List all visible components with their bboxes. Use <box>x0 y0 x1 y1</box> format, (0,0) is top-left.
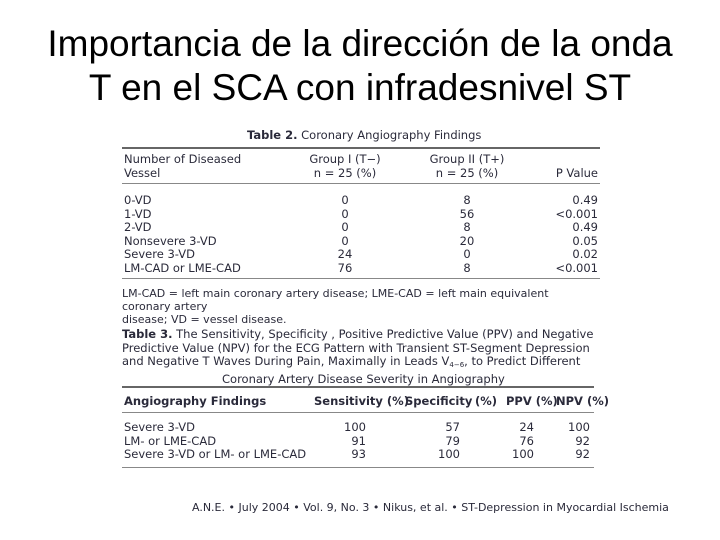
table3-cell-specificity: 57 <box>445 420 460 434</box>
table2-cell-vessel: 1-VD <box>124 206 152 221</box>
table3-top-rule <box>122 386 594 388</box>
table3-header-sensitivity: Sensitivity (%) <box>314 394 409 408</box>
table2-header-group1-2: n = 25 (%) <box>313 166 377 180</box>
table3-cell-sensitivity: 93 <box>351 447 366 461</box>
table3-caption <box>122 328 600 386</box>
journal-citation: A.N.E. • July 2004 • Vol. 9, No. 3 • Nikus, et al. • ST-Depression in Myocardial Ischemia <box>192 501 669 514</box>
table3-bottom-rule <box>122 467 594 468</box>
table2-cell-pvalue: <0.001 <box>555 260 598 275</box>
table3-header-finding: Angiography Findings <box>124 394 267 408</box>
table2-cell-group2: 56 <box>459 206 475 221</box>
table2-cell-group2: 0 <box>463 247 471 261</box>
table2-footnote-line-2: disease; VD = vessel disease. <box>122 313 287 326</box>
table3-header-specificity-unit: (%) <box>475 394 498 408</box>
table3-caption-line-2: Predictive Value (NPV) for the ECG Pattern with Transient ST-Segment Depression <box>122 340 590 355</box>
table3-caption-line-3a: and Negative T Waves During Pain, Maximally in Leads V <box>122 354 450 368</box>
table2-cell-group1: 0 <box>341 193 349 207</box>
table2-cell-vessel: LM-CAD or LME-CAD <box>124 260 241 275</box>
table3-header-ppv: PPV (%) <box>506 394 558 408</box>
table3-cell-specificity: 79 <box>445 433 460 448</box>
slide-title-line-1: Importancia de la dirección de la onda <box>47 23 673 64</box>
table2-bottom-rule <box>122 278 600 279</box>
table3-caption-line-1: The Sensitivity, Specificity , Positive Predictive Value (PPV) and Negative <box>176 327 594 341</box>
table2-cell-group2: 8 <box>463 260 471 275</box>
table2-cell-pvalue: 0.02 <box>572 247 598 261</box>
table3-caption-line-3b: , to Predict Different <box>464 354 581 368</box>
table3-cell-npv: 100 <box>568 420 590 434</box>
table3-cell-finding: Severe 3-VD or LM- or LME-CAD <box>124 447 307 461</box>
table2-footnote-line-1: LM-CAD = left main coronary artery disease; LME-CAD = left main equivalent coronary artery <box>122 287 549 313</box>
table3-cell-npv: 92 <box>575 433 590 448</box>
table3-cell-finding: Severe 3-VD <box>124 420 195 434</box>
table2-cell-pvalue: 0.49 <box>572 220 598 234</box>
table2-cell-group1: 0 <box>341 233 349 248</box>
table3-header-specificity: Specificity <box>405 394 473 408</box>
table3-cell-ppv: 100 <box>512 447 534 461</box>
table2-header-group1-1: Group I (T−) <box>309 152 381 166</box>
table3-cell-sensitivity: 91 <box>351 433 366 448</box>
table3-cell-finding: LM- or LME-CAD <box>124 433 217 448</box>
table3-caption-subscript: 4−6 <box>449 361 465 369</box>
table3-header-rule <box>122 412 594 413</box>
table3-cell-specificity: 100 <box>438 447 460 461</box>
table3-cell-ppv: 76 <box>519 433 534 448</box>
table2-header-vessel-1: Number of Diseased <box>124 152 242 166</box>
table2-header-group2-1: Group II (T+) <box>429 152 505 166</box>
table2-cell-group1: 76 <box>337 260 353 275</box>
table2-cell-group1: 0 <box>341 220 349 234</box>
table3-cell-sensitivity: 100 <box>344 420 366 434</box>
table2-cell-group1: 0 <box>341 206 349 221</box>
table2-cell-pvalue: <0.001 <box>555 206 598 221</box>
table3-cell-ppv: 24 <box>519 420 534 434</box>
table2-caption-text: Coronary Angiography Findings <box>301 128 482 142</box>
table2-cell-group2: 8 <box>463 193 471 207</box>
table2-cell-pvalue: 0.05 <box>572 233 598 248</box>
table2-caption <box>247 128 481 142</box>
table3-caption-line-4: Coronary Artery Disease Severity in Angiography <box>222 371 505 386</box>
table2-top-rule <box>122 147 600 149</box>
slide-title-line-2: T en el SCA con infradesnivel ST <box>88 67 632 108</box>
table2-cell-vessel: 2-VD <box>124 220 152 234</box>
table2-cell-vessel: Severe 3-VD <box>124 247 195 261</box>
table2-cell-pvalue: 0.49 <box>572 193 598 207</box>
table3-header-npv: NPV (%) <box>556 394 609 408</box>
table2-header-vessel-2: Vessel <box>124 166 161 180</box>
table2-cell-vessel: 0-VD <box>124 193 152 207</box>
table2-label: Table 2. <box>247 128 298 142</box>
table3-cell-npv: 92 <box>575 447 590 461</box>
table3-label: Table 3. <box>122 327 173 341</box>
table2-cell-group2: 8 <box>463 220 471 234</box>
table2-header-pvalue: P Value <box>555 166 598 180</box>
table2-cell-group2: 20 <box>459 233 475 248</box>
table2-header-group2-2: n = 25 (%) <box>435 166 499 180</box>
table2-footnote <box>122 287 600 326</box>
table2-cell-vessel: Nonsevere 3-VD <box>124 233 217 248</box>
slide-title <box>0 22 720 110</box>
table2-cell-group1: 24 <box>337 247 353 261</box>
table2-header-rule <box>122 183 600 184</box>
